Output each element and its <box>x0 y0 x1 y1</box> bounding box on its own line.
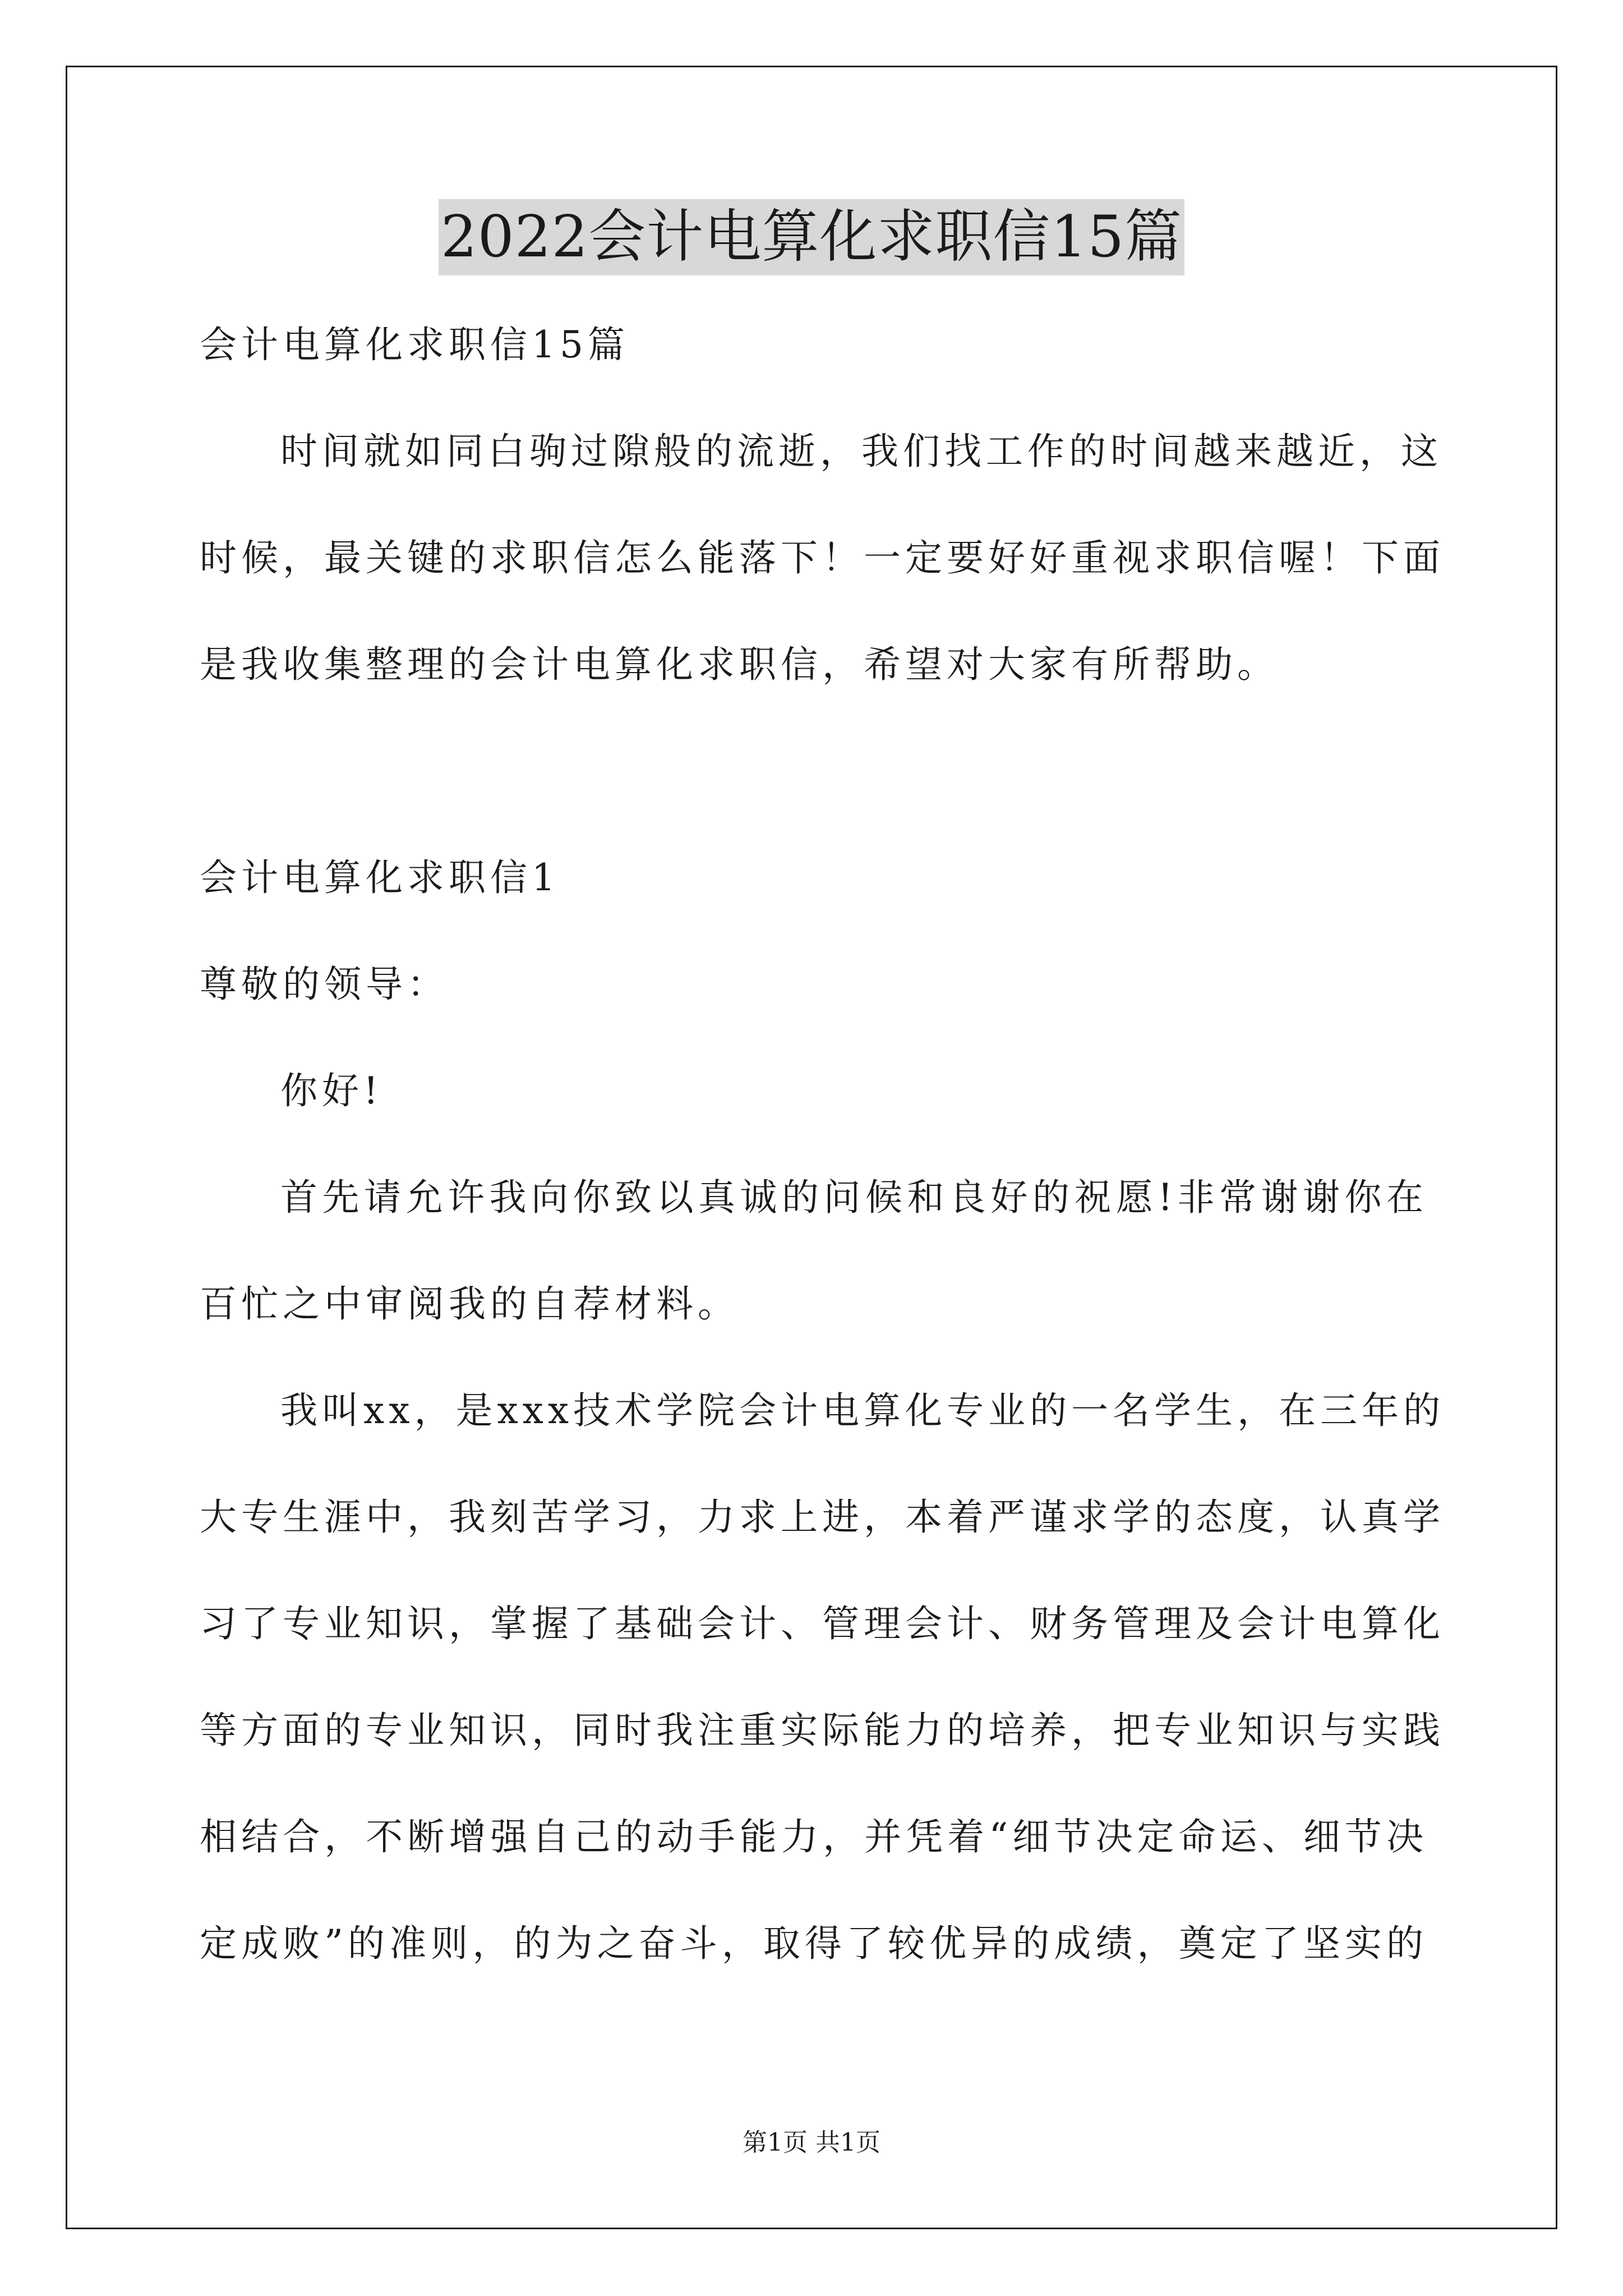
blank-line <box>200 718 1428 825</box>
salutation: 尊敬的领导： <box>200 963 449 1006</box>
section-heading: 会计电算化求职信1 <box>200 856 560 899</box>
intro-line: 时间就如同白驹过隙般的流逝，我们找工作的时间越来越近，这 <box>280 430 1442 473</box>
title-container <box>0 199 1623 275</box>
greeting: 你好! <box>280 1069 383 1112</box>
page-footer: 第1页 共1页 <box>743 2128 880 2157</box>
paragraph-line: 等方面的专业知识，同时我注重实际能力的培养，把专业知识与实践 <box>200 1709 1445 1752</box>
document-title: 2022会计电算化求职信15篇 <box>439 199 1184 275</box>
paragraph-line: 首先请允许我向你致以真诚的问候和良好的祝愿!非常谢谢你在 <box>280 1176 1428 1219</box>
paragraph-line: 习了专业知识，掌握了基础会计、管理会计、财务管理及会计电算化 <box>200 1602 1445 1645</box>
intro-line: 是我收集整理的会计电算化求职信，希望对大家有所帮助。 <box>200 643 1279 686</box>
paragraph-line: 百忙之中审阅我的自荐材料。 <box>200 1282 739 1326</box>
paragraph-line: 定成败”的准则，的为之奋斗，取得了较优异的成绩，奠定了坚实的 <box>200 1922 1428 1965</box>
paragraph-line: 大专生涯中，我刻苦学习，力求上进，本着严谨求学的态度，认真学 <box>200 1496 1445 1539</box>
subtitle: 会计电算化求职信15篇 <box>200 323 629 366</box>
document-body <box>200 292 1445 1997</box>
intro-line: 时候，最关键的求职信怎么能落下！一定要好好重视求职信喔！下面 <box>200 536 1445 579</box>
paragraph-line: 相结合，不断增强自己的动手能力，并凭着“细节决定命运、细节决 <box>200 1815 1428 1858</box>
paragraph-line: 我叫xx，是xxx技术学院会计电算化专业的一名学生，在三年的 <box>280 1389 1445 1432</box>
